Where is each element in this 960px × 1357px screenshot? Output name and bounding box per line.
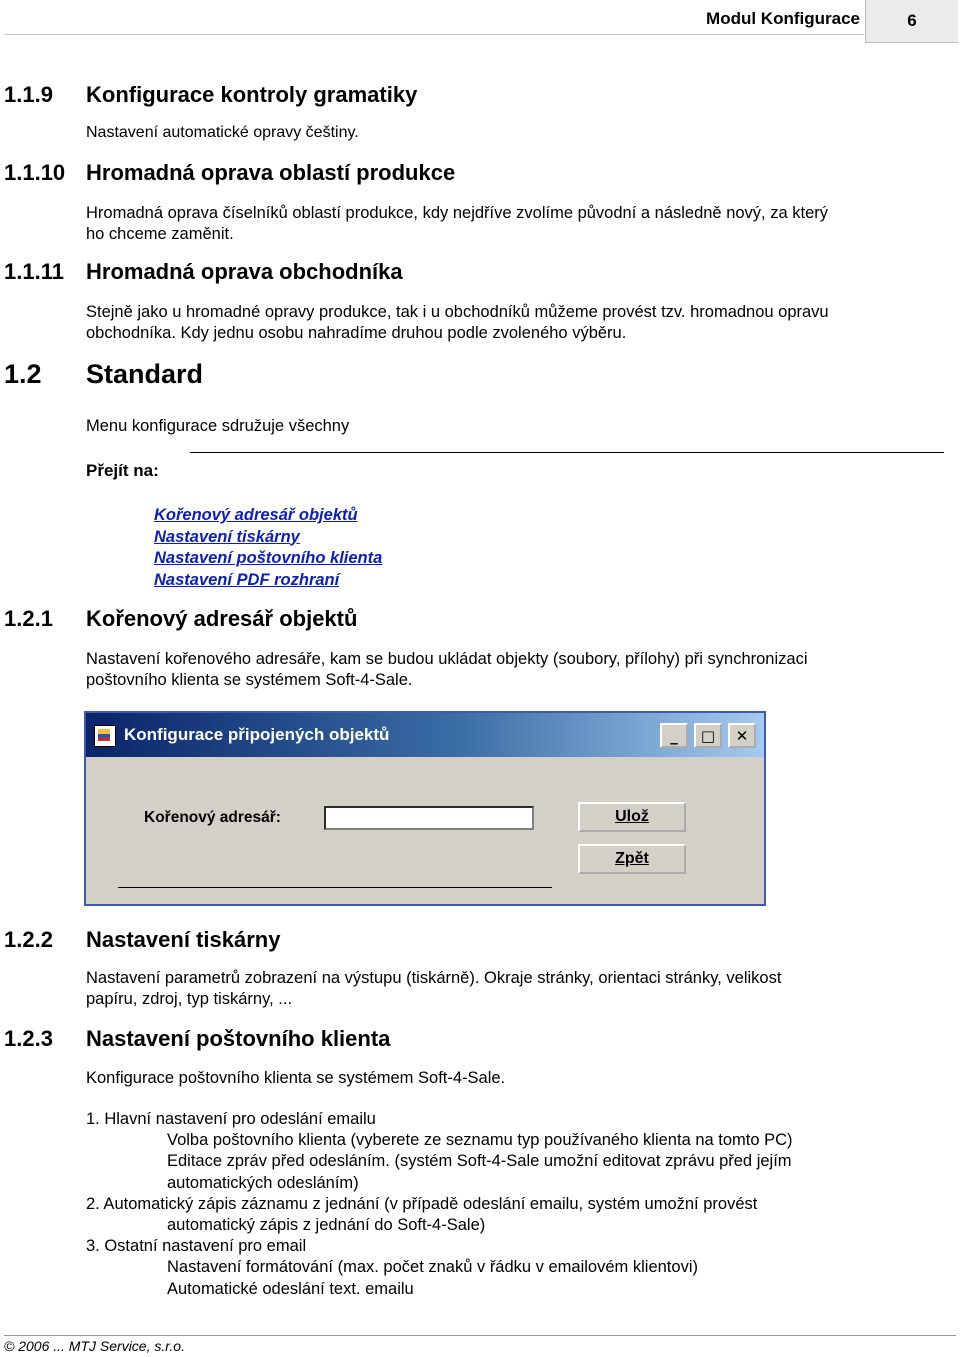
link-root-directory[interactable]: Kořenový adresář objektů [154,506,358,524]
paragraph-1-1-11 [86,302,829,344]
minimize-icon[interactable]: _ [660,723,688,748]
goto-links [154,505,382,591]
list-item [86,1109,926,1194]
close-icon[interactable]: ✕ [728,723,756,748]
paragraph-line: Hromadná oprava číselníků oblastí produkce, kdy nejdříve zvolíme původní a následně nový, za který [86,204,828,222]
config-dialog [84,711,766,906]
paragraph-line: poštovního klienta se systémem Soft-4-Sale. [86,671,413,689]
list-subitem: Volba poštovního klienta (vyberete ze seznamu typ používaného klienta na tomto PC) [167,1131,793,1150]
maximize-icon[interactable]: □ [694,723,722,748]
paragraph-1-2-2 [86,968,781,1010]
paragraph-line: Stejně jako u hromadné opravy produkce, tak i u obchodníků můžeme provést tzv. hromadnou opravu [86,303,829,321]
paragraph-1-2-3: Konfigurace poštovního klienta se systémem Soft-4-Sale. [86,1069,506,1087]
list-item-head: 3. Ostatní nastavení pro email [86,1237,307,1256]
link-mail-client-settings[interactable]: Nastavení poštovního klienta [154,549,383,567]
link-pdf-settings[interactable]: Nastavení PDF rozhraní [154,570,340,589]
paragraph-line: papíru, zdroj, typ tiskárny, ... [86,990,293,1008]
dialog-title: Konfigurace připojených objektů [124,725,390,744]
app-icon [94,725,116,747]
paragraph-line: ho chceme zaměnit. [86,225,234,243]
section-title: Standard [86,359,204,389]
list-item [86,1236,926,1300]
footer-divider [4,1335,956,1336]
section-number: 1.2 [4,359,42,389]
dialog-divider [118,887,552,888]
section-number: 1.1.9 [4,82,53,107]
list-subitem: automatický zápis z jednání do Soft-4-Sale) [167,1216,486,1235]
section-title: Nastavení poštovního klienta [86,1026,391,1051]
paragraph-1-2-1 [86,649,808,691]
settings-list [86,1109,926,1300]
list-item-head: 2. Automatický zápis záznamu z jednání (v případě odeslání emailu, systém umožní provést [86,1194,758,1213]
goto-divider [190,452,944,453]
running-header-title: Modul Konfigurace [706,9,860,28]
header-divider [4,34,864,35]
section-number: 1.2.3 [4,1026,53,1051]
list-subitem: Nastavení formátování (max. počet znaků v řádku v emailovém klientovi) [167,1258,698,1277]
section-title: Kořenový adresář objektů [86,606,358,631]
back-button[interactable]: Zpět [578,844,686,874]
paragraph-1-1-9: Nastavení automatické opravy češtiny. [86,124,359,141]
section-title: Hromadná oprava oblastí produkce [86,160,456,185]
root-directory-label: Kořenový adresář: [144,809,281,826]
root-directory-input[interactable] [324,806,534,830]
list-item [86,1194,926,1236]
section-number: 1.2.2 [4,927,53,952]
section-number: 1.2.1 [4,606,53,631]
section-title: Konfigurace kontroly gramatiky [86,82,418,107]
paragraph-line: obchodníka. Kdy jednu osobu nahradíme druhou podle zvoleného výběru. [86,324,627,342]
link-printer-settings[interactable]: Nastavení tiskárny [154,527,300,546]
list-subitem: Editace zpráv před odesláním. (systém Soft-4-Sale umožní editovat zprávu před jejím [167,1152,792,1171]
paragraph-line: Nastavení parametrů zobrazení na výstupu (tiskárně). Okraje stránky, orientaci stránky, velikost [86,969,782,987]
paragraph-1-2: Menu konfigurace sdružuje všechny [86,417,350,435]
list-subitem: automatických odesláním) [167,1173,359,1192]
save-button[interactable]: Ulož [578,802,686,832]
dialog-titlebar [86,713,764,757]
goto-label: Přejít na: [86,461,159,480]
section-title: Nastavení tiskárny [86,927,281,952]
list-subitem: Automatické odeslání text. emailu [167,1279,414,1298]
page-number: 6 [865,0,958,43]
paragraph-1-1-10 [86,203,828,245]
paragraph-line: Nastavení kořenového adresáře, kam se budou ukládat objekty (soubory, přílohy) při synchronizaci [86,650,808,668]
list-item-head: 1. Hlavní nastavení pro odeslání emailu [86,1110,376,1128]
section-number: 1.1.11 [4,259,64,284]
section-number: 1.1.10 [4,160,66,185]
section-title: Hromadná oprava obchodníka [86,259,403,284]
footer-copyright: © 2006 ... MTJ Service, s.r.o. [4,1338,185,1354]
